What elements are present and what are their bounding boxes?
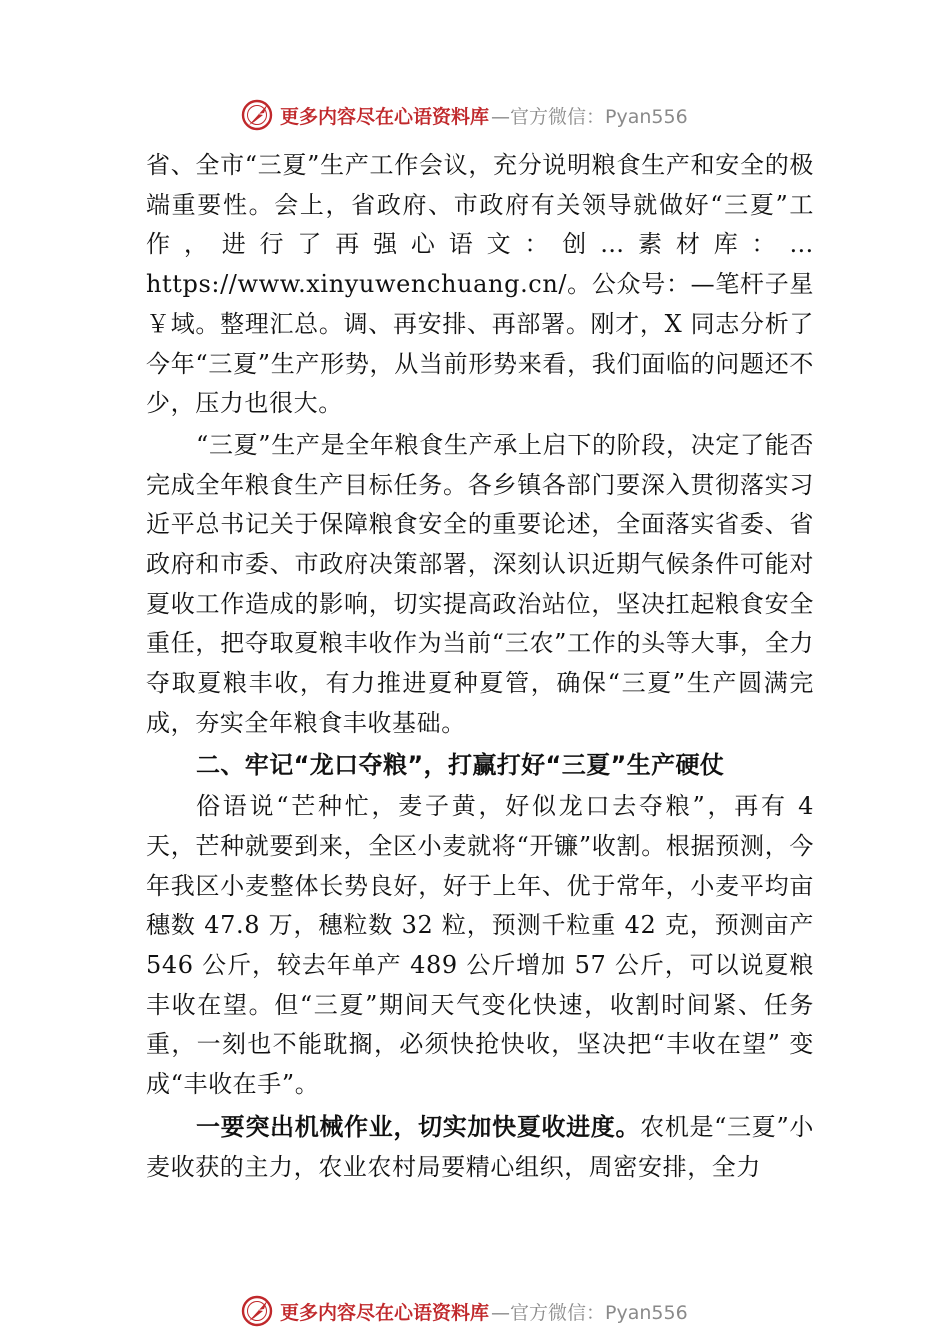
paragraph-3: 俗语说“芒种忙，麦子黄，好似龙口去夺粮”，再有 4 天，芒种就要到来，全区小麦就将“开镰”收割。根据预测，今 年我区小麦整体长势良好，好于上年、优于常年，小麦平均亩穗数 47.8 万，穗粒数 32 粒，预测千粒重 42 克，预测亩产546 公斤，较去年单产 489 公斤增加 57 公斤，可以说夏粮丰收在望。但“三夏”期间天气变化快速，收割时间紧、任务重，一刻也不能耽搁，必须快抢快收，坚决把“丰收在望” 变成“丰收在手”。 xyxy=(146,792,814,1099)
paragraph-4-lead: 一要突出机械作业，切实加快夏收进度。 xyxy=(196,1111,641,1141)
banner-site-name: 更多内容尽在心语资料库 xyxy=(280,105,490,128)
section-heading-2: 二、牢记“龙口夺粮”，打赢打好“三夏”生产硬仗 xyxy=(196,750,725,779)
banner-wechat-id: —官方微信：Pyan556 xyxy=(491,1301,688,1324)
document-body xyxy=(146,146,814,1187)
quill-seal-icon xyxy=(240,1294,274,1328)
header-watermark-banner xyxy=(240,95,800,135)
paragraph-1: 省、全市“三夏”生产工作会议，充分说明粮食生产和安全的极端重要性。会上，省政府、市政府有关领导就做好“三夏”工作，进行了再强心语文：创…素材库：…https://www.xinyuwenchuang.cn/。公众号：—笔杆子星￥域。整理汇总。调、再安排、再部署。刚才，X 同志分析了今年“三夏”生产形势，从当前形势来看，我们面临的问题还不少，压力也很大。 xyxy=(146,151,814,418)
quill-seal-icon xyxy=(240,98,274,132)
footer-watermark-banner xyxy=(240,1291,800,1331)
paragraph-2: “三夏”生产是全年粮食生产承上启下的阶段，决定了能否完成全年粮食生产目标任务。各乡镇各部门要深入贯彻落实习近平总书记关于保障粮食安全的重要论述，全面落实省委、省政府和市委、市政府决策部署，深刻认识近期气候条件可能对夏收工作造成的影响，切实提高政治站位，坚决扛起粮食安全重任，把夺取夏粮丰收作为当前“三农”工作的头等大事，全力夺取夏粮丰收，有力推进夏种夏管，确保“三夏”生产圆满完成，夯实全年粮食丰收基础。 xyxy=(146,430,814,737)
paragraph-4-text: 农机是“三夏”小麦收获的主力，农业农村局要精心组织，周密安排，全力 xyxy=(146,1112,814,1181)
paragraph-4 xyxy=(146,1107,814,1187)
banner-site-name: 更多内容尽在心语资料库 xyxy=(280,1301,490,1324)
banner-wechat-id: —官方微信：Pyan556 xyxy=(491,105,688,128)
